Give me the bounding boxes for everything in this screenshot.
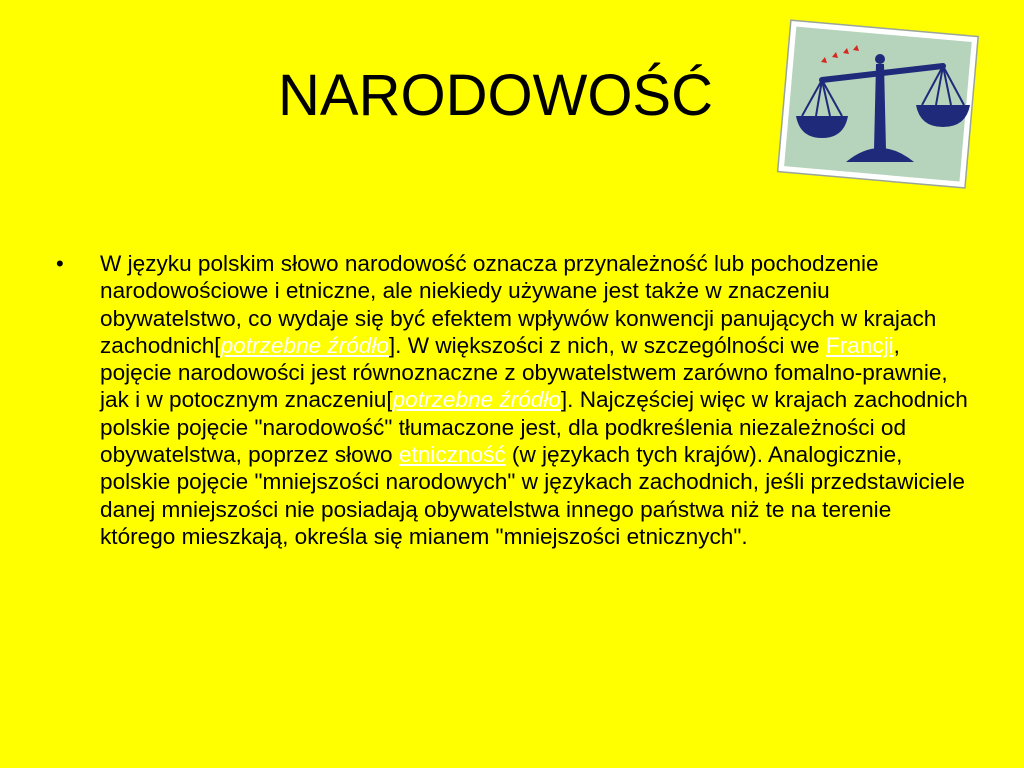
bullet-text (100, 250, 968, 550)
citation-needed-link[interactable]: potrzebne źródło (220, 332, 389, 358)
text-segment: ]. W większości z nich, w szczególności we (388, 332, 826, 358)
slide-body (56, 250, 976, 550)
bullet-item (56, 250, 976, 550)
text-segment: (w językach tych krajów). Analogicznie, polskie pojęcie "mniejszości narodowych" w językach zachodnich, jeśli przedstawiciele danej mniejszości nie posiadają obywatelstwa innego państwa niż te na terenie którego mieszkają, określa się mianem "mniejszości etnicznych". (100, 442, 965, 549)
francja-link[interactable]: Francji (825, 332, 894, 358)
slide-title: NARODOWOŚĆ (278, 63, 713, 128)
text-segment: , pojęcie narodowości jest równoznaczne z obywatelstwem zarówno fomalno-prawnie, jak i w potocznym znaczeniu[ (100, 332, 948, 413)
scales-of-justice-icon (770, 12, 985, 194)
text-segment: W języku polskim słowo narodowość oznacza przynależność lub pochodzenie narodowościowe i etniczne, ale niekiedy używane jest także w znaczeniu obywatelstwo, co wydaje się być efektem wpływów konwencji panujących w krajach zachodnich[ (100, 251, 937, 358)
citation-needed-link[interactable]: potrzebne źródło (392, 387, 561, 413)
etnicznosc-link[interactable]: etniczność (398, 442, 506, 468)
bullet-marker: • (56, 251, 64, 276)
text-segment: ]. Najczęściej więc w krajach zachodnich polskie pojęcie "narodowość" tłumaczone jest, dla podkreślenia niezależności od obywatelstwa, poprzez słowo (100, 387, 968, 468)
